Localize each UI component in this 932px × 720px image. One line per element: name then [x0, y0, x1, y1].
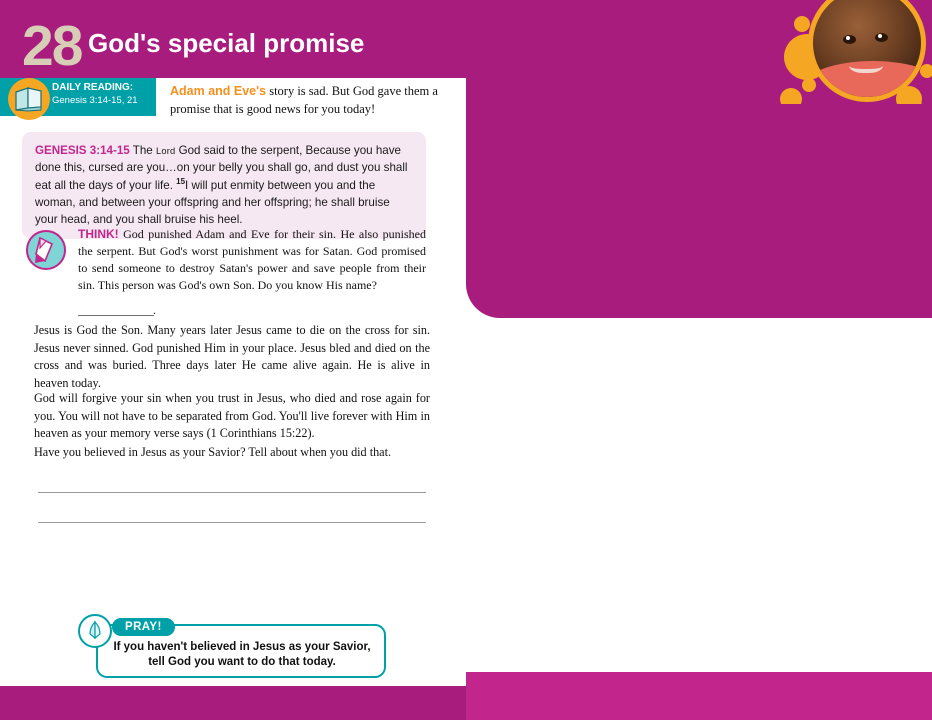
right-page-footer — [466, 672, 932, 720]
answer-line[interactable] — [38, 492, 426, 493]
scripture-text — [35, 143, 413, 228]
pencil-icon — [26, 230, 66, 270]
answer-line[interactable] — [38, 522, 426, 523]
think-section — [22, 226, 426, 319]
think-label: THINK! — [78, 227, 119, 241]
daily-reading-reference: Genesis 3:14-15, 21 — [52, 94, 138, 106]
child-photo — [808, 0, 926, 102]
intro-paragraph — [170, 82, 440, 118]
left-page-footer — [0, 686, 466, 720]
daily-reading-label — [52, 82, 162, 106]
pray-label: PRAY! — [112, 618, 175, 636]
verse-part3: I will put enmity between you and the woman, and between your offspring and her offspring; he shall bruise your head, and you shall bruise his heel. — [35, 179, 390, 226]
daily-reading-title: DAILY READING: — [52, 82, 134, 93]
devotional-number: 28 — [22, 14, 82, 78]
intro-rest: story is sad. But God gave them a promise that is good news for you today! — [170, 84, 438, 117]
body-paragraph-3: Have you believed in Jesus as your Savior? Tell about when you did that. — [34, 445, 392, 459]
scripture-box — [22, 132, 426, 239]
scripture-reference: GENESIS 3:14-15 — [35, 144, 130, 157]
photo-decoration — [780, 0, 932, 104]
intro-highlight: Adam and Eve's — [170, 84, 267, 98]
verse-lord: Lord — [155, 146, 176, 156]
book-icon — [8, 78, 50, 120]
page-title: God's special promise — [88, 28, 365, 58]
body-paragraph-1: Jesus is God the Son. Many years later Jesus came to die on the cross for sin. Jesus never sinned. God punished Him in your place. Jesus bled and died on the cross and was buried. Three days later He came alive again. He is alive in heaven today. — [34, 323, 430, 390]
verse-part1: The — [132, 144, 156, 157]
verse-number: 15 — [176, 177, 186, 187]
right-page — [466, 0, 932, 720]
think-body: God punished Adam and Eve for their sin. He also punished the serpent. But God's worst punishment was for Satan. God promised to send someone to destroy Satan's power and save people from their sin. This person was God's own Son. Do you know His name? — [78, 227, 427, 293]
think-text — [78, 226, 426, 294]
pray-text: If you haven't believed in Jesus as your Savior, tell God you want to do that today. — [113, 641, 371, 669]
body-paragraph-2: God will forgive your sin when you trust in Jesus, who died and rose again for you. You will not have to be separated from God. You'll live forever with Him in heaven as your memory verse says (1 Corinthians 15:22). — [34, 391, 430, 441]
think-answer-blank[interactable]: _______________. — [78, 303, 155, 318]
verse-part2: God said to the serpent, Because you have done this, cursed are you…on your belly you shall go, and dust you shall eat all the days of your life. — [35, 144, 408, 193]
